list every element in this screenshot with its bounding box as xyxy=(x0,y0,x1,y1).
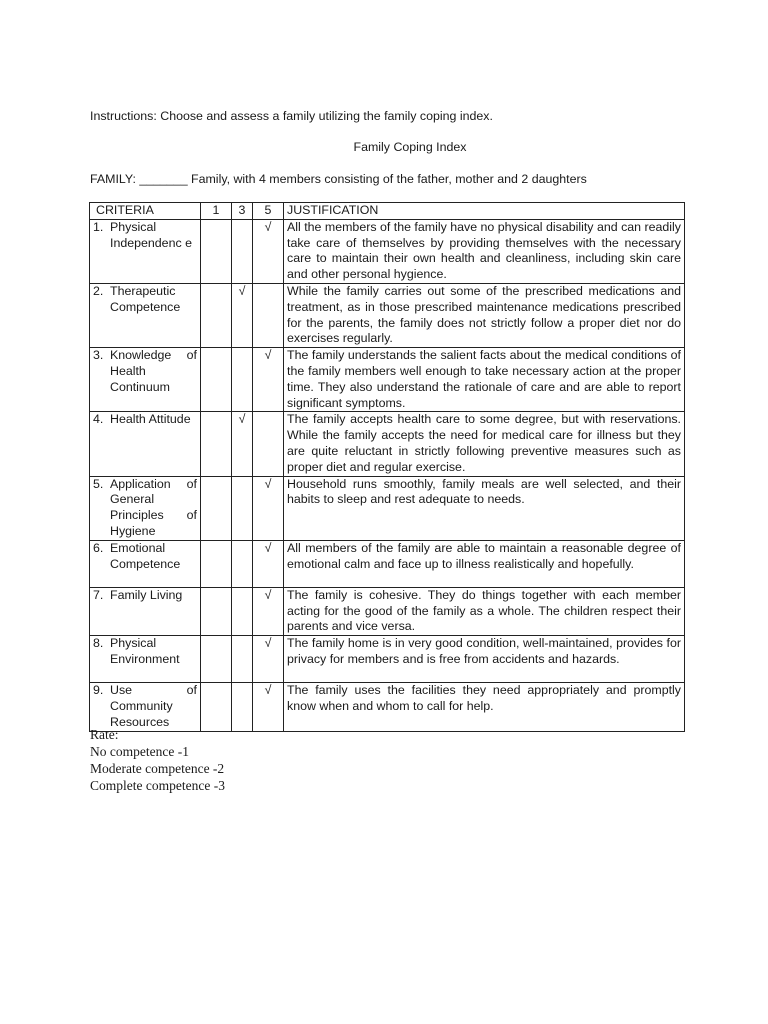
rating-3-cell: √ xyxy=(232,412,253,476)
criteria-cell xyxy=(90,412,201,476)
rating-legend-item: No competence -1 xyxy=(90,744,189,759)
justification-cell: The family understands the salient facts about the medical conditions of the family members well enough to take necessary action at the proper time. They also understand the rationale of care and are able to report significant symptoms. xyxy=(284,348,685,412)
rating-legend-item: Complete competence -3 xyxy=(90,778,225,793)
header-criteria: CRITERIA xyxy=(90,203,201,220)
justification-cell: All members of the family are able to maintain a reasonable degree of emotional calm and face up to illness realistically and hopefully. xyxy=(284,540,685,587)
rating-3-cell xyxy=(232,636,253,683)
document-title: Family Coping Index xyxy=(353,140,467,154)
rating-5-cell xyxy=(253,283,284,347)
table-row xyxy=(90,348,685,412)
table-row xyxy=(90,476,685,540)
rating-5-cell: √ xyxy=(253,540,284,587)
rating-3-cell: √ xyxy=(232,283,253,347)
criteria-cell xyxy=(90,476,201,540)
table-row xyxy=(90,412,685,476)
criteria-label: Knowledge of Health Continuum xyxy=(110,348,197,394)
criteria-label: Application of General Principles of Hygiene xyxy=(110,476,197,538)
justification-cell: Household runs smoothly, family meals are well selected, and their habits to sleep and rest adequate to needs. xyxy=(284,476,685,540)
criteria-label: Use of Community Resources xyxy=(110,683,197,729)
rating-1-cell xyxy=(201,283,232,347)
criteria-cell xyxy=(90,348,201,412)
criteria-number: 7. xyxy=(93,587,104,602)
criteria-number: 5. xyxy=(93,476,104,491)
criteria-label: Health Attitude xyxy=(110,412,191,427)
rating-3-cell xyxy=(232,540,253,587)
family-description: FAMILY: _______ Family, with 4 members consisting of the father, mother and 2 daughters xyxy=(90,172,587,186)
rating-1-cell xyxy=(201,540,232,587)
rating-legend xyxy=(90,726,225,794)
table-row xyxy=(90,683,685,731)
rating-5-cell: √ xyxy=(253,348,284,412)
rating-5-cell: √ xyxy=(253,587,284,635)
table-row xyxy=(90,636,685,683)
instructions-text: Instructions: Choose and assess a family utilizing the family coping index. xyxy=(90,109,493,123)
criteria-cell xyxy=(90,636,201,683)
rating-1-cell xyxy=(201,348,232,412)
criteria-cell xyxy=(90,283,201,347)
rating-5-cell: √ xyxy=(253,219,284,283)
criteria-label: Therapeutic Competence xyxy=(110,283,181,314)
criteria-label: Physical Environment xyxy=(110,636,180,666)
header-rate-1: 1 xyxy=(201,203,232,220)
rating-5-cell: √ xyxy=(253,476,284,540)
criteria-cell xyxy=(90,219,201,283)
justification-cell: While the family carries out some of the prescribed medications and treatment, as in those prescribed maintenance medications prescribed for the parents, the family does not strictly follow a proper diet nor do exercises regularly. xyxy=(284,283,685,347)
table-row xyxy=(90,587,685,635)
rating-3-cell xyxy=(232,219,253,283)
header-rate-5: 5 xyxy=(253,203,284,220)
criteria-cell xyxy=(90,683,201,731)
justification-cell: The family home is in very good condition, well-maintained, provides for privacy for members and is free from accidents and hazards. xyxy=(284,636,685,683)
criteria-number: 9. xyxy=(93,683,104,698)
table-header-row xyxy=(90,203,685,220)
criteria-cell xyxy=(90,540,201,587)
rating-5-cell: √ xyxy=(253,683,284,731)
criteria-number: 4. xyxy=(93,412,104,427)
rating-1-cell xyxy=(201,636,232,683)
rating-legend-heading: Rate: xyxy=(90,727,119,742)
rating-1-cell xyxy=(201,587,232,635)
criteria-number: 3. xyxy=(93,348,104,363)
family-coping-index-table xyxy=(89,202,685,732)
justification-cell: The family accepts health care to some degree, but with reservations. While the family accepts the need for medical care for illness but they are quite reluctant in strictly following preventive measures such as proper diet and regular exercise. xyxy=(284,412,685,476)
header-rate-3: 3 xyxy=(232,203,253,220)
table-row xyxy=(90,219,685,283)
criteria-label: Physical Independenc e xyxy=(110,219,192,250)
criteria-label: Family Living xyxy=(110,587,183,602)
header-justification: JUSTIFICATION xyxy=(284,203,685,220)
rating-legend-item: Moderate competence -2 xyxy=(90,761,225,776)
rating-1-cell xyxy=(201,412,232,476)
justification-cell: All the members of the family have no physical disability and can readily take care of themselves by providing themselves with the necessary care to maintain their own health and cleanliness, including skin care and other personal hygience. xyxy=(284,219,685,283)
criteria-number: 8. xyxy=(93,636,104,651)
table-row xyxy=(90,283,685,347)
rating-1-cell xyxy=(201,219,232,283)
rating-3-cell xyxy=(232,476,253,540)
rating-1-cell xyxy=(201,476,232,540)
justification-cell: The family is cohesive. They do things together with each member acting for the good of the family as a whole. The children respect their parents and vice versa. xyxy=(284,587,685,635)
rating-3-cell xyxy=(232,683,253,731)
criteria-number: 2. xyxy=(93,283,104,298)
table-row xyxy=(90,540,685,587)
criteria-label: Emotional Competence xyxy=(110,540,181,571)
rating-3-cell xyxy=(232,348,253,412)
justification-cell: The family uses the facilities they need appropriately and promptly know when and whom to call for help. xyxy=(284,683,685,731)
rating-3-cell xyxy=(232,587,253,635)
criteria-cell xyxy=(90,587,201,635)
criteria-number: 1. xyxy=(93,219,104,234)
rating-5-cell xyxy=(253,412,284,476)
rating-1-cell xyxy=(201,683,232,731)
rating-5-cell: √ xyxy=(253,636,284,683)
criteria-number: 6. xyxy=(93,540,104,555)
